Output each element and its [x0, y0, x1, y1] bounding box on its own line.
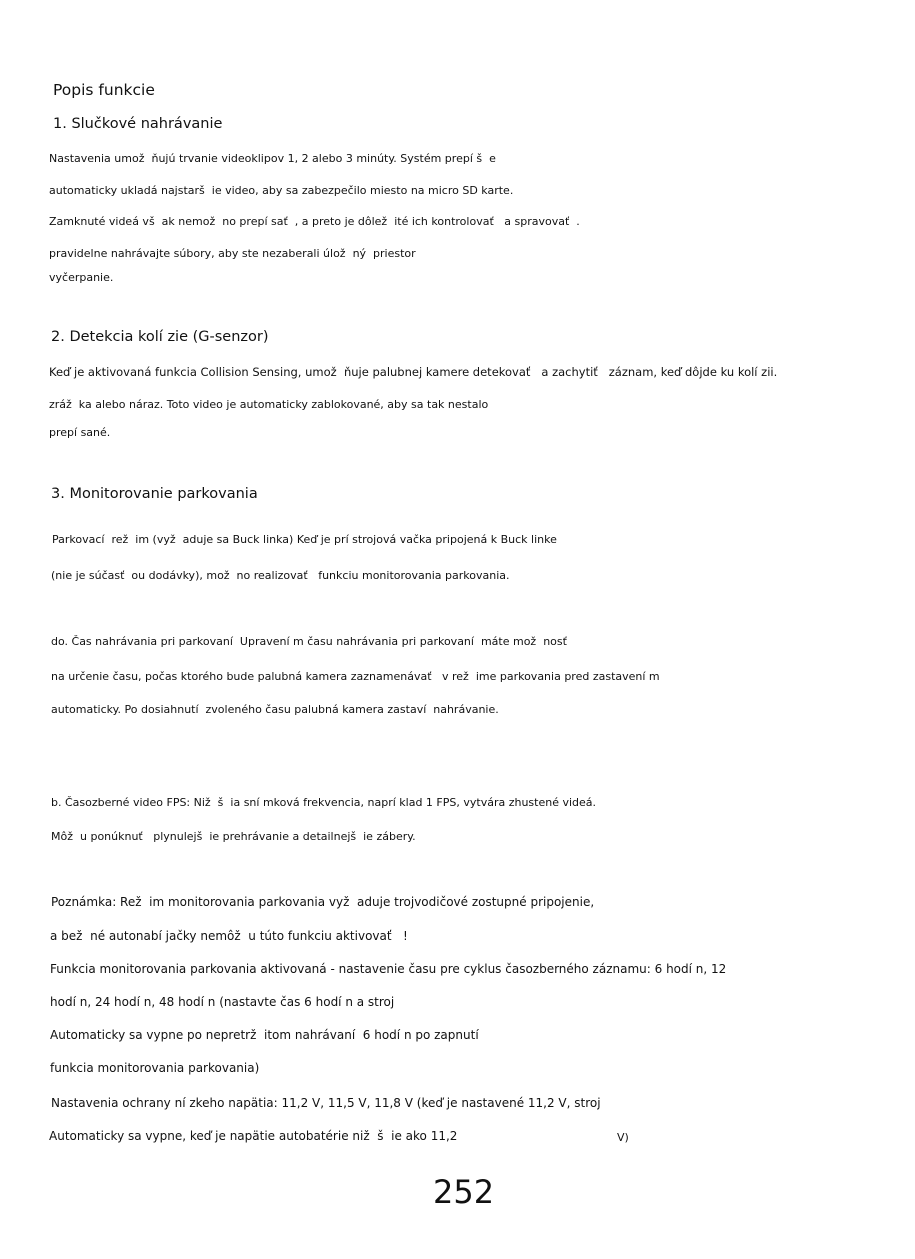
note-line-unit: V): [617, 1131, 629, 1144]
paragraph-line: Zamknuté videá vš ak nemož no prepí sať , a preto je dôlež ité ich kontrolovať a spravovať .: [49, 215, 580, 228]
section-heading-loop-recording: 1. Slučkové nahrávanie: [53, 116, 223, 132]
paragraph-line: b. Časozberné video FPS: Niž š ia sní mková frekvencia, naprí klad 1 FPS, vytvára zhustené videá.: [51, 796, 597, 809]
note-line: funkcia monitorovania parkovania): [50, 1061, 260, 1075]
note-line: a bež né autonabí jačky nemôž u túto funkciu aktivovať !: [50, 929, 408, 943]
paragraph-line: zráž ka alebo náraz. Toto video je automaticky zablokované, aby sa tak nestalo: [49, 398, 489, 411]
note-line: Nastavenia ochrany ní zkeho napätia: 11,2 V, 11,5 V, 11,8 V (keď je nastavené 11,2 V, stroj: [51, 1096, 601, 1110]
paragraph-line: Parkovací rež im (vyž aduje sa Buck linka) Keď je prí strojová vačka pripojená k Buck linke: [52, 533, 557, 546]
paragraph-line: Nastavenia umož ňujú trvanie videoklipov 1, 2 alebo 3 minúty. Systém prepí š e: [49, 152, 496, 165]
note-line: Poznámka: Rež im monitorovania parkovania vyž aduje trojvodičové zostupné pripojenie,: [51, 895, 595, 909]
paragraph-line: do. Čas nahrávania pri parkovaní Upravení m času nahrávania pri parkovaní máte mož nosť: [51, 635, 567, 648]
note-line: hodí n, 24 hodí n, 48 hodí n (nastavte čas 6 hodí n a stroj: [50, 995, 395, 1009]
note-line: Funkcia monitorovania parkovania aktivovaná - nastavenie času pre cyklus časozberného záznamu: 6 hodí n, 12: [50, 962, 727, 976]
paragraph-line: Keď je aktivovaná funkcia Collision Sensing, umož ňuje palubnej kamere detekovať a zachytiť záznam, keď dôjde ku kolí zii.: [49, 365, 778, 379]
paragraph-line: (nie je súčasť ou dodávky), mož no realizovať funkciu monitorovania parkovania.: [51, 569, 510, 582]
page-title: Popis funkcie: [53, 81, 155, 99]
note-line: Automaticky sa vypne, keď je napätie autobatérie niž š ie ako 11,2: [49, 1129, 458, 1143]
section-heading-parking-monitoring: 3. Monitorovanie parkovania: [51, 486, 258, 502]
section-heading-collision-detection: 2. Detekcia kolí zie (G-senzor): [51, 329, 269, 345]
paragraph-line: pravidelne nahrávajte súbory, aby ste nezaberali úlož ný priestor: [49, 247, 416, 260]
paragraph-line: na určenie času, počas ktorého bude palubná kamera zaznamenávať v rež ime parkovania pred zastavení m: [51, 670, 660, 683]
paragraph-line: automaticky ukladá najstarš ie video, aby sa zabezpečilo miesto na micro SD karte.: [49, 184, 514, 197]
page-number: 252: [433, 1173, 495, 1211]
paragraph-line: automaticky. Po dosiahnutí zvoleného času palubná kamera zastaví nahrávanie.: [51, 703, 499, 716]
paragraph-line: prepí sané.: [49, 426, 111, 439]
paragraph-line: Môž u ponúknuť plynulejš ie prehrávanie a detailnejš ie zábery.: [51, 830, 416, 843]
note-line: Automaticky sa vypne po nepretrž itom nahrávaní 6 hodí n po zapnutí: [50, 1028, 479, 1042]
paragraph-line: vyčerpanie.: [49, 271, 114, 284]
